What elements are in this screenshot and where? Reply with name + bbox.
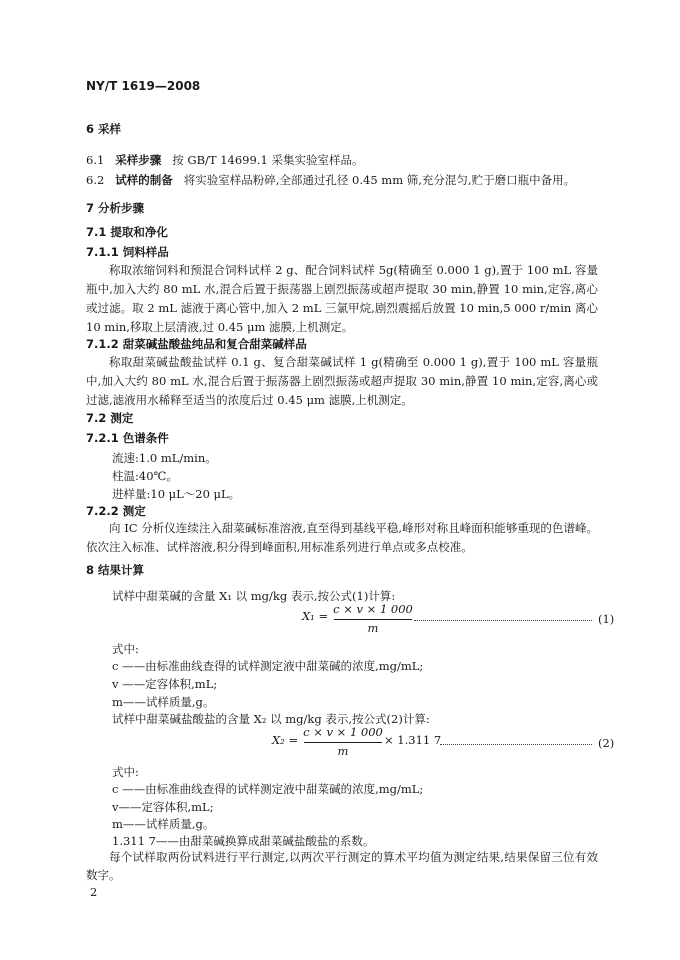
clause-6-2-number: 6.2: [86, 173, 105, 187]
clause-7-1-1-title: 7.1.1 饲料样品: [86, 245, 169, 259]
clause-6-2: [86, 172, 575, 188]
formula-1-leader-dots: [414, 620, 592, 621]
clause-7-1-2-title: 7.1.2 甜菜碱盐酸盐纯品和复合甜菜碱样品: [86, 337, 307, 351]
var-m-2: m——试样质量,g。: [112, 817, 215, 831]
clause-7-1-title: 7.1 提取和净化: [86, 225, 168, 239]
formula-2-denominator: m: [337, 744, 349, 758]
flow-rate-line: 流速:1.0 mL/min。: [112, 451, 217, 465]
formula-2-intro: 试样中甜菜碱盐酸盐的含量 X₂ 以 mg/kg 表示,按公式(2)计算:: [112, 712, 430, 726]
where-1: 式中:: [112, 642, 139, 656]
formula-1-numerator: c × v × 1 000: [333, 602, 413, 616]
var-c-2: c ——由标准曲线查得的试样测定液中甜菜碱的浓度,mg/mL;: [112, 782, 424, 796]
clause-7-1-2-paragraph: 称取甜菜碱盐酸盐试样 0.1 g、复合甜菜碱试样 1 g(精确至 0.000 1 g),置于 100 mL 容量瓶中,加入大约 80 mL 水,混合后置于振荡器上剧烈振荡或超声提取 30 min,静置 10 min,定容,离心或过滤,滤液用水稀释至适当的浓度后过 0.45 μm 滤膜,上机测定。: [86, 355, 598, 407]
clause-7-2-title: 7.2 测定: [86, 411, 134, 425]
clause-6-1-text: 按 GB/T 14699.1 采集实验室样品。: [172, 153, 364, 167]
clause-7-2-2-title: 7.2.2 测定: [86, 504, 146, 518]
formula-2-fraction-bar: [304, 742, 382, 743]
where-2: 式中:: [112, 765, 139, 779]
section-7-title: 7 分析步骤: [86, 201, 145, 215]
section-8-title: 8 结果计算: [86, 563, 145, 577]
formula-2-numerator: c × v × 1 000: [303, 725, 383, 739]
formula-2-factor: × 1.311 7: [384, 733, 442, 747]
formula-1-number: (1): [598, 612, 615, 626]
injection-volume-line: 进样量:10 μL～20 μL。: [112, 487, 241, 501]
formula-1-denominator: m: [367, 621, 379, 635]
formula-2-lhs: X₂ =: [272, 733, 299, 747]
clause-6-1: [86, 152, 363, 168]
clause-6-1-number: 6.1: [86, 153, 105, 167]
column-temp-line: 柱温:40℃。: [112, 469, 178, 483]
final-paragraph: 每个试样取两份试料进行平行测定,以两次平行测定的算术平均值为测定结果,结果保留三位有效数字。: [86, 850, 598, 882]
page-number: 2: [90, 885, 98, 899]
formula-1-intro: 试样中甜菜碱的含量 X₁ 以 mg/kg 表示,按公式(1)计算:: [112, 589, 396, 603]
clause-7-2-1-title: 7.2.1 色谱条件: [86, 431, 169, 445]
clause-7-1-1-paragraph: 称取浓缩饲料和预混合饲料试样 2 g、配合饲料试样 5g(精确至 0.000 1 g),置于 100 mL 容量瓶中,加入大约 80 mL 水,混合后置于振荡器上剧烈振荡或超声提取 30 min,静置 10 min,定容,离心或过滤。取 2 mL 滤液于离心管中,加入 2 mL 三氯甲烷,剧烈震摇后放置 10 min,5 000 r/min 离心 10 min,移取上层清液,过 0.45 μm 滤膜,上机测定。: [86, 263, 598, 334]
formula-2-leader-dots: [440, 744, 592, 745]
var-c-1: c ——由标准曲线查得的试样测定液中甜菜碱的浓度,mg/mL;: [112, 659, 424, 673]
var-v-2: v——定容体积,mL;: [112, 800, 214, 814]
clause-6-2-title: 试样的制备: [115, 173, 173, 187]
clause-6-1-title: 采样步骤: [115, 153, 162, 167]
document-id: NY/T 1619—2008: [86, 79, 201, 93]
section-6-title: 6 采样: [86, 122, 122, 136]
conversion-factor-note: 1.311 7——由甜菜碱换算成甜菜碱盐酸盐的系数。: [112, 834, 375, 848]
var-m-1: m——试样质量,g。: [112, 695, 215, 709]
clause-7-2-2-paragraph: 向 IC 分析仪连续注入甜菜碱标准溶液,直至得到基线平稳,峰形对称且峰面积能够重现的色谱峰。依次注入标准、试样溶液,积分得到峰面积,用标准系列进行单点或多点校准。: [86, 521, 598, 554]
var-v-1: v ——定容体积,mL;: [112, 677, 218, 691]
clause-6-2-text: 将实验室样品粉碎,全部通过孔径 0.45 mm 筛,充分混匀,贮于磨口瓶中备用。: [183, 173, 576, 187]
formula-1-fraction-bar: [334, 619, 412, 620]
formula-1-lhs: X₁ =: [302, 609, 329, 623]
formula-2-number: (2): [598, 736, 615, 750]
